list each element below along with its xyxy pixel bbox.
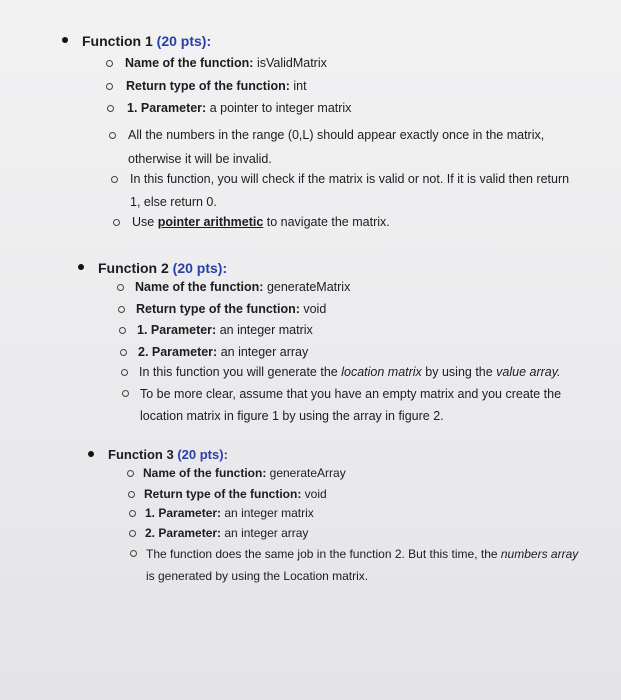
item-value: generateArray [266,466,346,480]
item-label: 1. Parameter: [137,323,217,337]
circle-bullet-icon [109,132,116,139]
circle-bullet-icon [106,60,113,67]
item-text: In this function you will generate the [139,365,342,379]
item-label: Name of the function: [125,56,254,70]
list-item [125,55,327,72]
item-value: an integer matrix [221,506,314,520]
list-item [132,214,390,231]
circle-bullet-icon [117,284,124,291]
circle-bullet-icon [118,306,125,313]
item-text: location matrix in figure 1 by using the array in figure 2. [140,409,444,423]
function-3-section [86,446,579,583]
list-item [139,364,561,381]
item-text: to navigate the matrix. [263,215,390,229]
item-emphasis: location matrix [341,365,422,379]
list-item [130,168,569,214]
list-item [140,383,561,427]
list-item [136,301,326,318]
list-item [146,543,578,587]
bullet-icon [78,264,84,270]
list-item [143,465,346,482]
item-text: by using the [421,365,497,379]
function-2-section [76,259,562,423]
item-text: otherwise it will be invalid. [128,152,272,166]
item-value: int [289,79,307,93]
list-item [144,486,327,503]
function-points: (20 pts): [177,447,228,462]
emphasis-link-text: pointer arithmetic [157,215,264,229]
list-item [128,123,544,171]
circle-bullet-icon [111,176,118,183]
bullet-icon [62,37,68,43]
item-label: 2. Parameter: [138,345,218,359]
item-label: Return type of the function: [126,79,290,93]
item-text: The function does the same job in the function 2. But this time, the [146,547,501,561]
item-emphasis: numbers array [500,547,579,561]
circle-bullet-icon [106,83,113,90]
function-points: (20 pts): [156,33,212,49]
circle-bullet-icon [120,349,127,356]
circle-bullet-icon [119,327,126,334]
function-title: Function 3 [108,447,174,462]
function-1-heading [60,32,211,50]
circle-bullet-icon [127,470,134,477]
circle-bullet-icon [107,105,114,112]
function-2-heading [76,259,227,277]
list-item [126,78,307,95]
circle-bullet-icon [129,510,136,517]
function-3-heading [86,446,228,464]
circle-bullet-icon [130,550,137,557]
function-title: Function 2 [98,260,169,276]
item-label: Name of the function: [143,466,267,480]
item-text: In this function, you will check if the matrix is valid or not. If it is valid then return [130,172,570,186]
item-value: a pointer to integer matrix [206,101,352,115]
circle-bullet-icon [128,491,135,498]
circle-bullet-icon [122,390,129,397]
item-label: 1. Parameter: [145,506,222,520]
function-title: Function 1 [82,33,153,49]
circle-bullet-icon [121,369,128,376]
item-label: Return type of the function: [144,487,302,501]
item-label: 1. Parameter: [127,101,207,115]
list-item [127,100,351,117]
item-text: All the numbers in the range (0,L) should appear exactly once in the matrix, [128,128,545,142]
item-text: Use [132,215,158,229]
item-text: To be more clear, assume that you have an empty matrix and you create the [140,387,562,401]
circle-bullet-icon [129,530,136,537]
item-emphasis: value array. [496,365,561,379]
item-text: 1, else return 0. [130,195,217,209]
function-points: (20 pts): [172,260,228,276]
item-label: 2. Parameter: [145,526,222,540]
item-label: Name of the function: [135,280,264,294]
item-value: isValidMatrix [253,56,327,70]
list-item [145,525,308,542]
list-item [145,505,314,522]
list-item [137,322,313,339]
bullet-icon [88,451,94,457]
item-value: generateMatrix [263,280,351,294]
item-value: void [299,302,327,316]
circle-bullet-icon [113,219,120,226]
list-item [138,344,308,361]
item-value: void [301,487,327,501]
item-value: an integer array [221,526,309,540]
item-label: Return type of the function: [136,302,300,316]
function-1-section [60,32,570,229]
item-value: an integer matrix [216,323,313,337]
item-value: an integer array [217,345,309,359]
item-text: is generated by using the Location matrix. [146,569,369,583]
list-item [135,279,350,296]
